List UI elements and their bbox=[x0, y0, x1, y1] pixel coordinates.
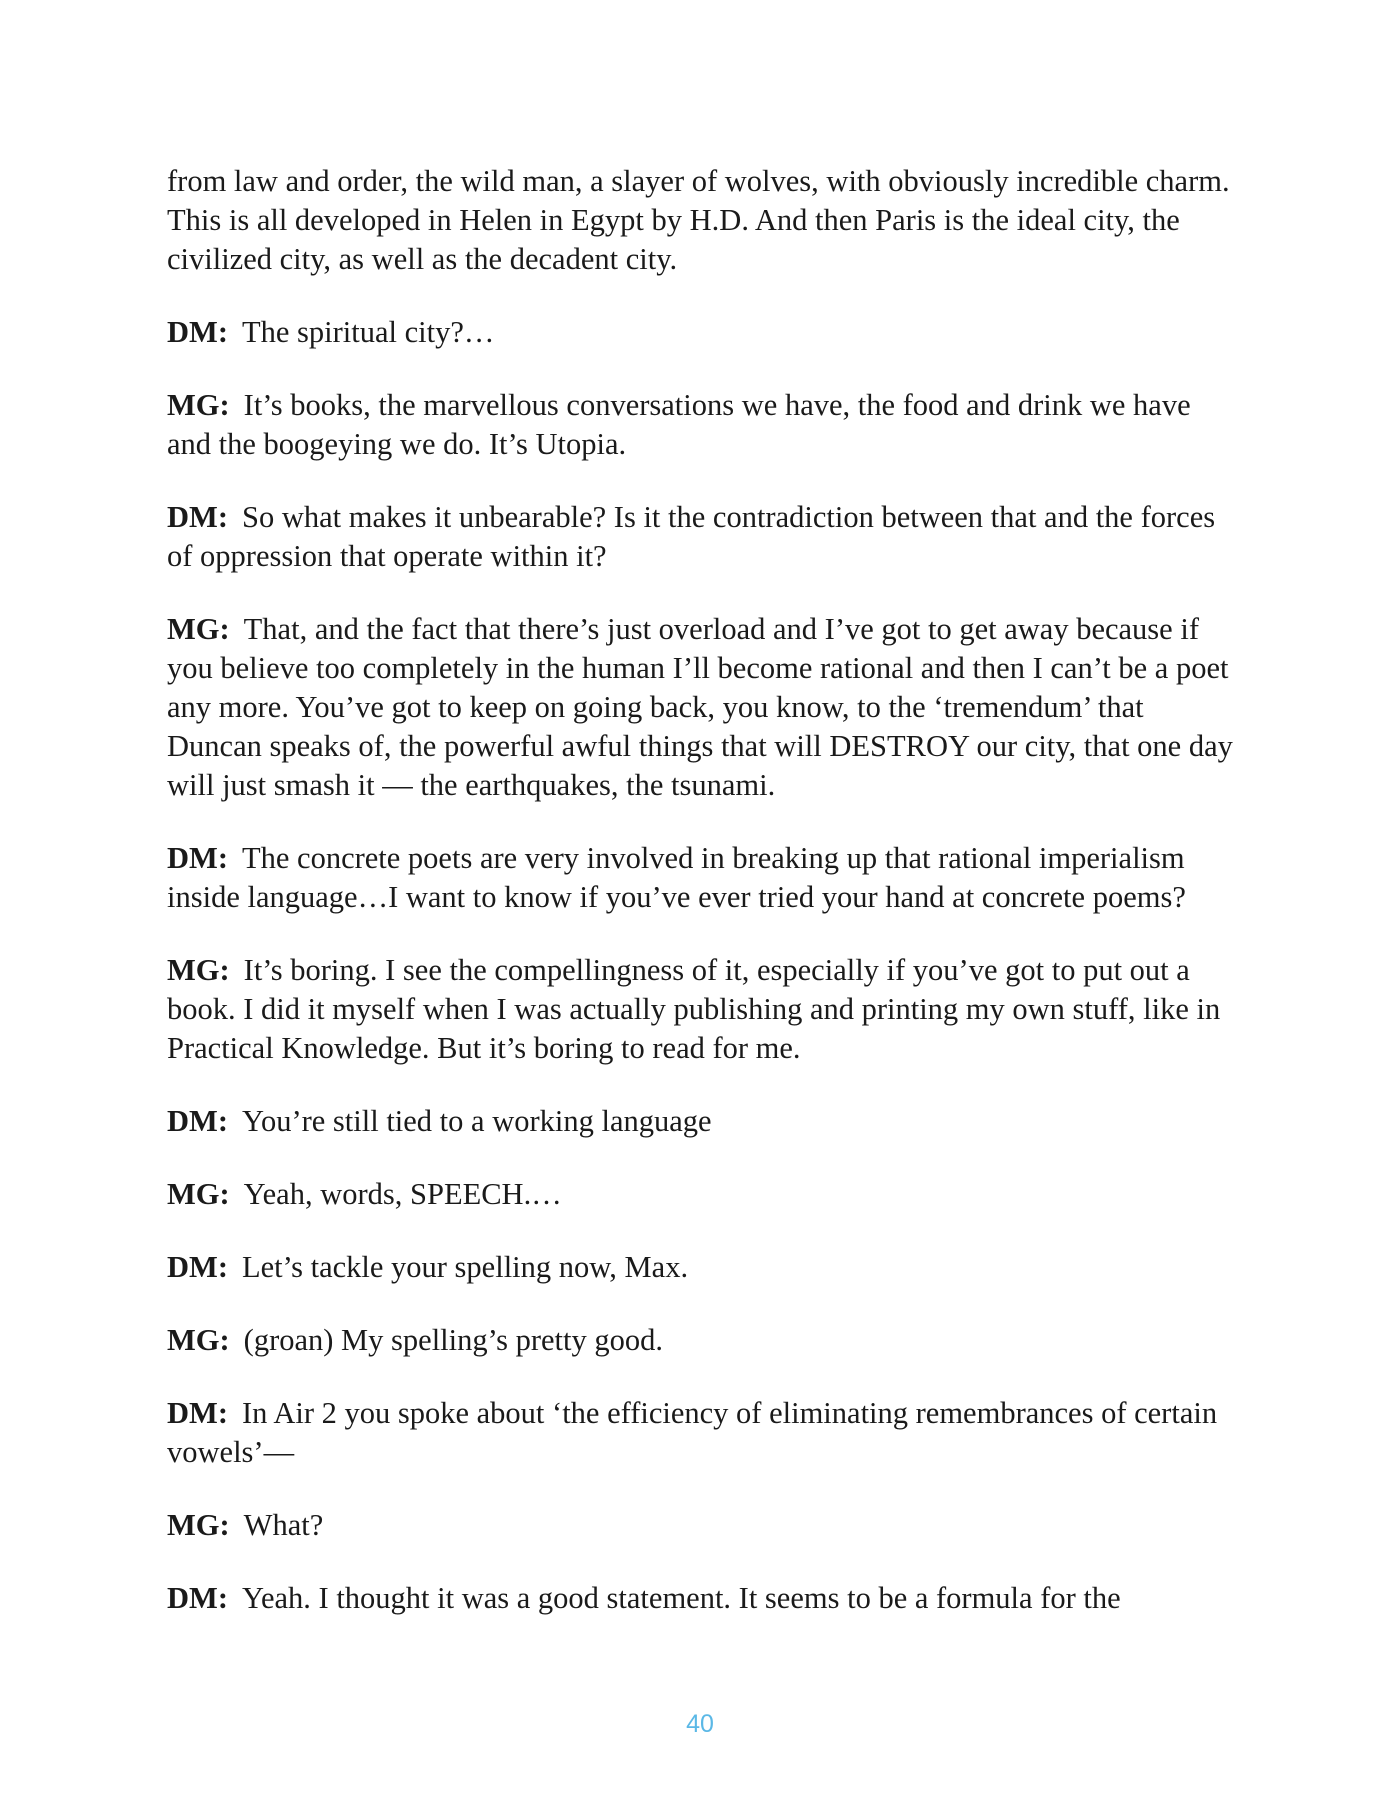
speaker-label: DM: bbox=[167, 1250, 228, 1284]
paragraph-dm bbox=[167, 1248, 1237, 1287]
speaker-label: DM: bbox=[167, 500, 228, 534]
paragraph-mg bbox=[167, 1175, 1237, 1214]
paragraph-text: from law and order, the wild man, a slayer of wolves, with obviously incredible charm. This is all developed in Helen in Egypt by H.D. And then Paris is the ideal city, the civilized city, as well as the decadent city. bbox=[167, 164, 1230, 276]
paragraph-mg bbox=[167, 1321, 1237, 1360]
speaker-label: MG: bbox=[167, 953, 230, 987]
speaker-label: MG: bbox=[167, 388, 230, 422]
paragraph-text: The concrete poets are very involved in breaking up that rational imperialism inside language…I want to know if you’ve ever tried your hand at concrete poems? bbox=[167, 841, 1186, 914]
paragraph-mg bbox=[167, 386, 1237, 464]
paragraph-text: What? bbox=[243, 1508, 324, 1542]
paragraph-mg bbox=[167, 610, 1237, 805]
paragraph-mg bbox=[167, 1506, 1237, 1545]
paragraph-text: So what makes it unbearable? Is it the contradiction between that and the forces of oppression that operate within it? bbox=[167, 500, 1216, 573]
speaker-label: MG: bbox=[167, 1177, 230, 1211]
speaker-label: MG: bbox=[167, 1508, 230, 1542]
paragraph-dm bbox=[167, 498, 1237, 576]
paragraph-text: (groan) My spelling’s pretty good. bbox=[243, 1323, 663, 1357]
paragraph-continuation bbox=[167, 162, 1237, 279]
paragraph-dm bbox=[167, 1102, 1237, 1141]
speaker-label: DM: bbox=[167, 1581, 228, 1615]
paragraph-dm bbox=[167, 839, 1237, 917]
interview-text bbox=[167, 162, 1237, 1652]
paragraph-text: Yeah. I thought it was a good statement. It seems to be a formula for the bbox=[241, 1581, 1121, 1615]
paragraph-dm bbox=[167, 1579, 1237, 1618]
paragraph-dm bbox=[167, 1394, 1237, 1472]
speaker-label: DM: bbox=[167, 1396, 228, 1430]
paragraph-text: Yeah, words, SPEECH.… bbox=[243, 1177, 562, 1211]
paragraph-text: The spiritual city?… bbox=[241, 315, 495, 349]
paragraph-dm bbox=[167, 313, 1237, 352]
paragraph-text: It’s boring. I see the compellingness of it, especially if you’ve got to put out a book. I did it myself when I was actually publishing and printing my own stuff, like in Practical Knowledge. But it’s boring to read for me. bbox=[167, 953, 1221, 1065]
speaker-label: DM: bbox=[167, 1104, 228, 1138]
speaker-label: DM: bbox=[167, 841, 228, 875]
paragraph-mg bbox=[167, 951, 1237, 1068]
paragraph-text: That, and the fact that there’s just overload and I’ve got to get away because if you believe too completely in the human I’ll become rational and then I can’t be a poet any more. You’ve got to keep on going back, you know, to the ‘tremendum’ that Duncan speaks of, the powerful awful things that will DESTROY our city, that one day will just smash it — the earthquakes, the tsunami. bbox=[167, 612, 1233, 802]
speaker-label: DM: bbox=[167, 315, 228, 349]
paragraph-text: It’s books, the marvellous conversations we have, the food and drink we have and the boogeying we do. It’s Utopia. bbox=[167, 388, 1191, 461]
speaker-label: MG: bbox=[167, 612, 230, 646]
paragraph-text: You’re still tied to a working language bbox=[241, 1104, 712, 1138]
paragraph-text: In Air 2 you spoke about ‘the efficiency of eliminating remembrances of certain vowels’— bbox=[167, 1396, 1218, 1469]
page-number: 40 bbox=[686, 1710, 714, 1738]
paragraph-text: Let’s tackle your spelling now, Max. bbox=[241, 1250, 689, 1284]
speaker-label: MG: bbox=[167, 1323, 230, 1357]
